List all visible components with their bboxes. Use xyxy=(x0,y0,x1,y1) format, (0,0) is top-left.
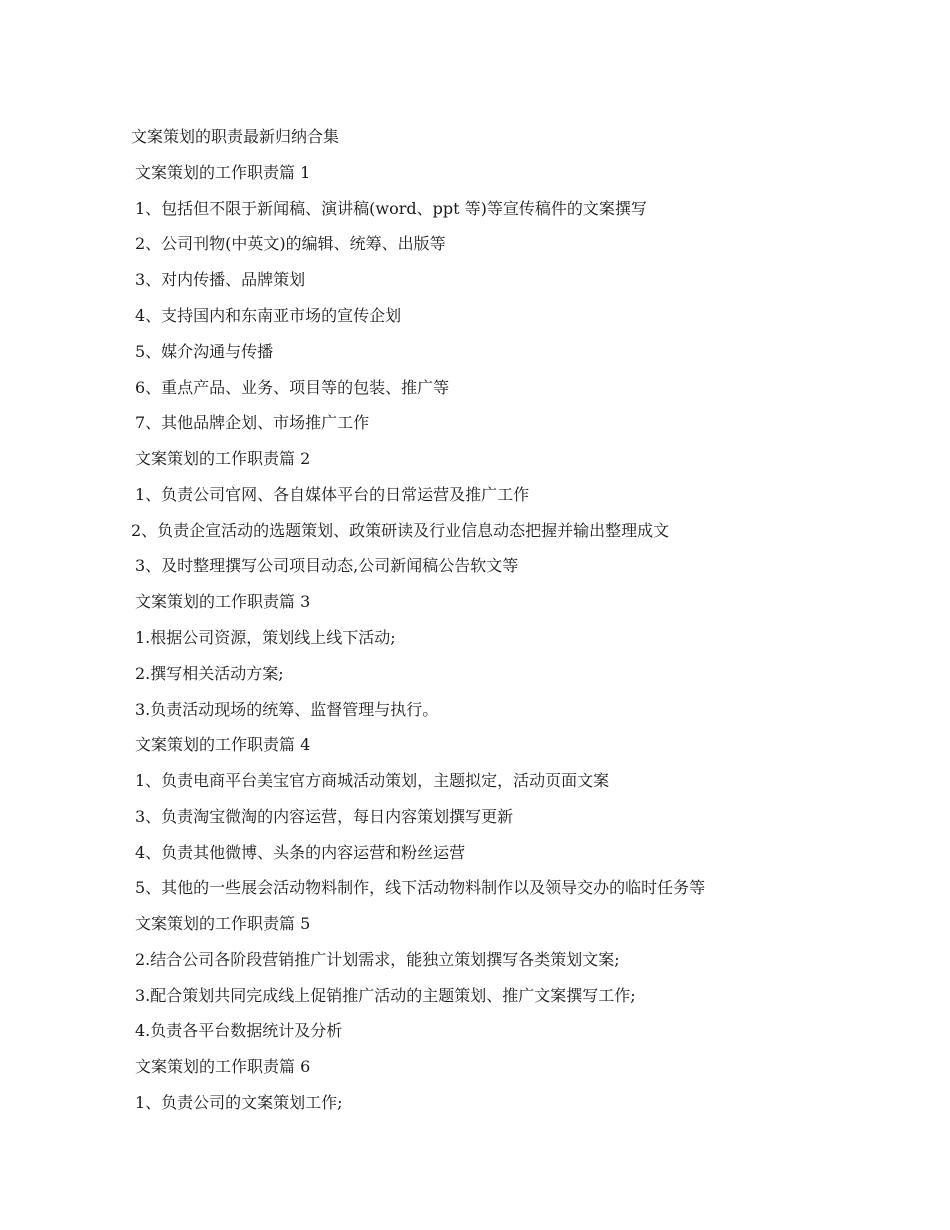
list-item: 5、其他的一些展会活动物料制作，线下活动物料制作以及领导交办的临时任务等 xyxy=(135,878,706,897)
list-item: 3.负责活动现场的统筹、监督管理与执行。 xyxy=(135,700,439,719)
list-item: 3、及时整理撰写公司项目动态,公司新闻稿公告软文等 xyxy=(135,556,519,575)
list-item: 2、公司刊物(中英文)的编辑、统筹、出版等 xyxy=(135,234,446,253)
section-heading-5: 文案策划的工作职责篇 5 xyxy=(135,914,311,933)
section-heading-1: 文案策划的工作职责篇 1 xyxy=(135,163,311,182)
section-heading-6: 文案策划的工作职责篇 6 xyxy=(135,1057,311,1076)
section-heading-3: 文案策划的工作职责篇 3 xyxy=(135,592,311,611)
list-item: 1.根据公司资源，策划线上线下活动; xyxy=(135,628,396,647)
list-item: 3.配合策划共同完成线上促销推广活动的主题策划、推广文案撰写工作; xyxy=(135,986,636,1005)
list-item: 2.撰写相关活动方案; xyxy=(135,664,284,683)
list-item: 2、负责企宣活动的选题策划、政策研读及行业信息动态把握并输出整理成文 xyxy=(131,521,670,540)
list-item: 2.结合公司各阶段营销推广计划需求，能独立策划撰写各类策划文案; xyxy=(135,950,620,969)
list-item: 1、负责公司官网、各自媒体平台的日常运营及推广工作 xyxy=(135,485,530,504)
list-item: 7、其他品牌企划、市场推广工作 xyxy=(135,413,370,432)
document-title: 文案策划的职责最新归纳合集 xyxy=(131,127,340,146)
list-item: 1、负责电商平台美宝官方商城活动策划，主题拟定，活动页面文案 xyxy=(135,771,610,790)
list-item: 1、包括但不限于新闻稿、演讲稿(word、ppt 等)等宣传稿件的文案撰写 xyxy=(135,199,647,218)
section-heading-2: 文案策划的工作职责篇 2 xyxy=(135,449,311,468)
list-item: 3、负责淘宝微淘的内容运营，每日内容策划撰写更新 xyxy=(135,807,514,826)
list-item: 4、支持国内和东南亚市场的宣传企划 xyxy=(135,306,402,325)
list-item: 4.负责各平台数据统计及分析 xyxy=(135,1021,343,1040)
list-item: 5、媒介沟通与传播 xyxy=(135,342,274,361)
list-item: 3、对内传播、品牌策划 xyxy=(135,270,306,289)
list-item: 6、重点产品、业务、项目等的包装、推广等 xyxy=(135,378,450,397)
section-heading-4: 文案策划的工作职责篇 4 xyxy=(135,735,311,754)
list-item: 1、负责公司的文案策划工作; xyxy=(135,1093,343,1112)
list-item: 4、负责其他微博、头条的内容运营和粉丝运营 xyxy=(135,843,466,862)
